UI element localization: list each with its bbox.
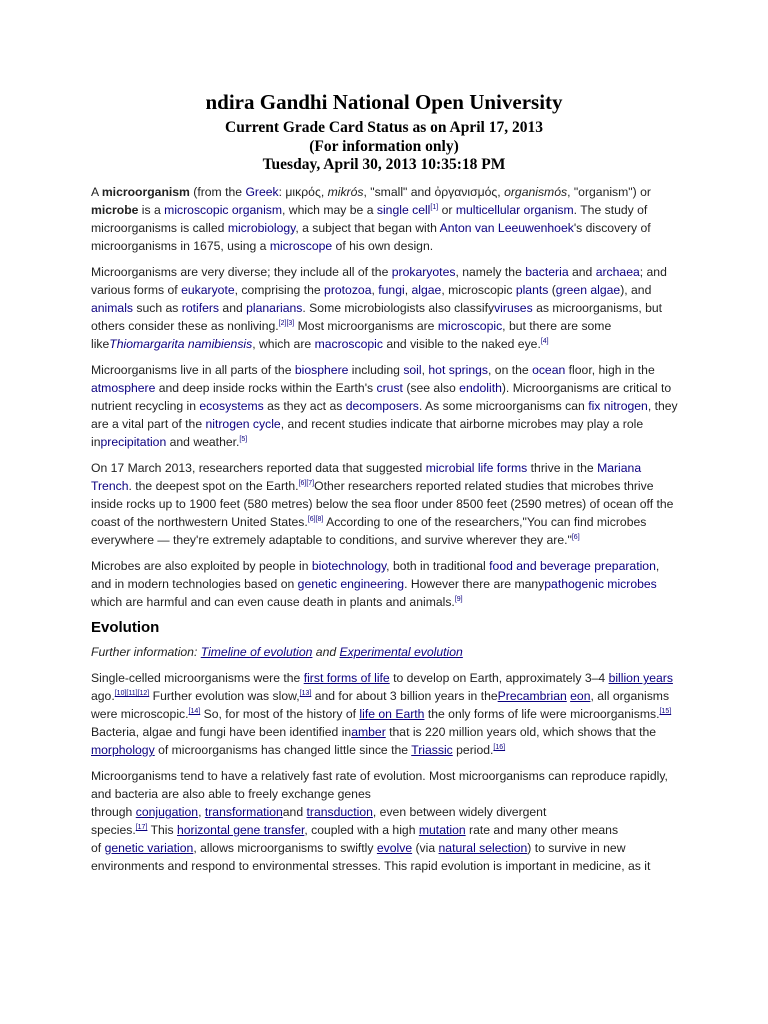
link-evolve[interactable]: evolve <box>376 841 413 855</box>
mariana-paragraph <box>91 459 681 549</box>
text: , coupled with a high <box>304 823 419 837</box>
link-prokaryotes[interactable]: prokaryotes <box>391 265 456 279</box>
text: , on the <box>488 363 533 377</box>
text: (see also <box>402 381 460 395</box>
link-transduction[interactable]: transduction <box>306 805 373 819</box>
text: Microorganisms live in all parts of the <box>91 363 295 377</box>
link-mariana-trench[interactable]: Mariana Trench <box>91 461 642 493</box>
citation-link[interactable]: [10][11][12] <box>114 690 150 697</box>
link-transformation[interactable]: transformation <box>204 805 283 819</box>
link-biotechnology[interactable]: biotechnology <box>311 559 387 573</box>
text: through <box>91 805 136 819</box>
text: . However there are many <box>404 577 545 591</box>
text: , <box>371 283 379 297</box>
link-billion-years[interactable]: billion years <box>608 671 673 685</box>
text: ; and various forms of <box>91 265 667 297</box>
link-genetic-engineering[interactable]: genetic engineering <box>297 577 405 591</box>
link-endolith[interactable]: endolith <box>459 381 502 395</box>
bold-term: microbe <box>91 203 139 217</box>
text: thrive in the <box>527 461 598 475</box>
citation-link[interactable]: [5] <box>239 436 248 443</box>
link-fungi[interactable]: fungi <box>378 283 405 297</box>
intro-paragraph <box>91 183 681 255</box>
article-body <box>91 183 681 883</box>
text: , they are a vital part of the <box>91 399 678 431</box>
text: and for about 3 billion years in the <box>311 689 498 703</box>
text: , both in traditional <box>386 559 490 573</box>
text: floor, high in the <box>565 363 655 377</box>
link-conjugation[interactable]: conjugation <box>135 805 199 819</box>
link-hot-springs[interactable]: hot springs <box>428 363 489 377</box>
link-precipitation[interactable]: precipitation <box>100 435 167 449</box>
text: , a subject that began with <box>295 221 440 235</box>
text: A <box>91 185 102 199</box>
text: to develop on Earth, approximately 3–4 <box>389 671 609 685</box>
text: , "organism") or <box>567 185 651 199</box>
datetime-line: Tuesday, April 30, 2013 10:35:18 PM <box>262 156 506 173</box>
link-green-algae[interactable]: green algae <box>555 283 621 297</box>
text: as microorganisms, but others consider these as nonliving. <box>91 301 663 333</box>
text: , but there are some like <box>91 319 612 351</box>
text: Microbes are also exploited by people in <box>91 559 312 573</box>
text: , "small" and ὀργανισμός, <box>363 185 505 199</box>
citation-link[interactable]: [14] <box>188 708 201 715</box>
link-single-cell[interactable]: single cell <box>376 203 431 217</box>
text: period. <box>452 743 494 757</box>
grade-card-status-line: Current Grade Card Status as on April 17, 2013 <box>225 119 543 136</box>
link-protozoa[interactable]: protozoa <box>324 283 372 297</box>
link-macroscopic[interactable]: macroscopic <box>314 337 383 351</box>
text: , <box>421 363 429 377</box>
citation-link[interactable]: [6][7] <box>298 480 315 487</box>
link-timeline-of-evolution[interactable]: Timeline of evolution <box>200 645 313 659</box>
text: Other researchers reported related studies that microbes thrive inside rocks up to 1900 feet (580 metres) below the sea floor under 8500 feet (2590 metres) of ocean off the coast of the northwestern United States. <box>91 479 674 529</box>
text: Microorganisms are very diverse; they include all of the <box>91 265 392 279</box>
link-life-on-earth[interactable]: life on Earth <box>359 707 425 721</box>
link-microscopic-organism[interactable]: microscopic organism <box>164 203 283 217</box>
text: and visible to the naked eye. <box>382 337 541 351</box>
text: Further evolution was slow, <box>149 689 300 703</box>
link-eukaryote[interactable]: eukaryote <box>181 283 235 297</box>
link-natural-selection[interactable]: natural selection <box>438 841 528 855</box>
link-bacteria[interactable]: bacteria <box>525 265 569 279</box>
text: as they act as <box>263 399 346 413</box>
habitat-paragraph <box>91 361 681 451</box>
text: Most microorganisms are <box>294 319 438 333</box>
link-archaea[interactable]: archaea <box>595 265 640 279</box>
text: including <box>348 363 404 377</box>
text: (via <box>412 841 439 855</box>
link-planarians[interactable]: planarians <box>246 301 303 315</box>
link-rotifers[interactable]: rotifers <box>181 301 220 315</box>
text: is a <box>138 203 165 217</box>
link-eon[interactable]: eon <box>570 689 591 703</box>
citation-link[interactable]: [4] <box>540 338 549 345</box>
link-microbiology[interactable]: microbiology <box>227 221 296 235</box>
link-nitrogen-cycle[interactable]: nitrogen cycle <box>205 417 281 431</box>
text: , microscopic <box>441 283 516 297</box>
link-greek[interactable]: Greek <box>245 185 279 199</box>
text: and <box>219 301 247 315</box>
text: or <box>438 203 456 217</box>
text: , and in modern technologies based on <box>91 559 660 591</box>
link-ocean[interactable]: ocean <box>532 363 566 377</box>
text: Further information: <box>91 645 201 659</box>
citation-link[interactable]: [6] <box>571 534 580 541</box>
text: . As some microorganisms can <box>418 399 589 413</box>
text: , namely the <box>455 265 526 279</box>
link-amber[interactable]: amber <box>351 725 386 739</box>
text: that is 220 million years old, which shows that the <box>385 725 657 739</box>
link-experimental-evolution[interactable]: Experimental evolution <box>339 645 463 659</box>
text: ( <box>548 283 556 297</box>
bold-term: microorganism <box>101 185 190 199</box>
citation-link[interactable]: [6][8] <box>307 516 324 523</box>
link-soil[interactable]: soil <box>403 363 422 377</box>
link-thiomargarita[interactable]: Thiomargarita namibiensis <box>109 337 253 351</box>
link-animals[interactable]: animals <box>91 301 133 315</box>
text: 's discovery of microorganisms in 1675, using a <box>91 221 651 253</box>
info-only-line: (For information only) <box>309 138 459 155</box>
further-information <box>91 643 681 661</box>
text: (from the <box>189 185 246 199</box>
link-algae[interactable]: algae <box>411 283 442 297</box>
text: ). Microorganisms are critical to nutrient recycling in <box>91 381 672 413</box>
text: and <box>282 805 307 819</box>
text: and <box>568 265 596 279</box>
text: According to one of the researchers,"You can find microbes everywhere — they're extremely adaptable to conditions, and survive wherever they are." <box>91 515 647 547</box>
link-ecosystems[interactable]: ecosystems <box>199 399 264 413</box>
text: , which are <box>252 337 315 351</box>
link-decomposers[interactable]: decomposers <box>345 399 419 413</box>
text: , all organisms were microscopic. <box>91 689 670 721</box>
text: and <box>312 645 340 659</box>
text: species. <box>91 823 136 837</box>
text: , even between widely divergent <box>372 805 547 819</box>
link-triassic[interactable]: Triassic <box>411 743 453 757</box>
text: On 17 March 2013, researchers reported data that suggested <box>91 461 426 475</box>
text: This <box>147 823 177 837</box>
citation-link[interactable]: [16] <box>493 744 506 751</box>
link-food-beverage[interactable]: food and beverage preparation <box>489 559 656 573</box>
link-first-forms-of-life[interactable]: first forms of life <box>303 671 390 685</box>
citation-link[interactable]: [17] <box>135 824 148 831</box>
text: and deep inside rocks within the Earth's <box>155 381 377 395</box>
text: : μικρός, <box>278 185 328 199</box>
text: . the deepest spot on the Earth. <box>128 479 299 493</box>
text: , which may be a <box>282 203 377 217</box>
text: of his own design. <box>332 239 434 253</box>
citation-link[interactable]: [13] <box>299 690 312 697</box>
diversity-paragraph <box>91 263 681 353</box>
link-leeuwenhoek[interactable]: Anton van Leeuwenhoek <box>439 221 574 235</box>
text: the only forms of life were microorganisms. <box>424 707 660 721</box>
evolution-paragraph-2 <box>91 767 681 875</box>
link-mutation[interactable]: mutation <box>418 823 466 837</box>
text: such as <box>133 301 182 315</box>
text: which are harmful and can even cause death in plants and animals. <box>91 595 455 609</box>
link-precambrian[interactable]: Precambrian <box>497 689 567 703</box>
link-morphology[interactable]: morphology <box>91 743 155 757</box>
text: . The study of microorganisms is called <box>91 203 648 235</box>
link-viruses[interactable]: viruses <box>494 301 533 315</box>
citation-link[interactable]: [1] <box>430 204 439 211</box>
text: of <box>91 841 105 855</box>
link-multicellular-organism[interactable]: multicellular organism <box>455 203 574 217</box>
biotech-paragraph <box>91 557 681 611</box>
link-atmosphere[interactable]: atmosphere <box>91 381 156 395</box>
link-pathogenic-microbes[interactable]: pathogenic microbes <box>544 577 657 591</box>
text: and weather. <box>166 435 240 449</box>
text: Bacteria, algae and fungi have been identified in <box>91 725 352 739</box>
link-microscope[interactable]: microscope <box>269 239 333 253</box>
text: of microorganisms has changed little since the <box>154 743 412 757</box>
text: rate and many other means <box>465 823 619 837</box>
page-title: ndira Gandhi National Open University <box>205 90 563 114</box>
text: ) to survive in new environments and respond to environmental stresses. This rapid evolution is important in medicine, as it <box>91 841 651 873</box>
link-microscopic[interactable]: microscopic <box>437 319 503 333</box>
text: Microorganisms tend to have a relatively fast rate of evolution. Most microorganisms can reproduce rapidly, and bacteria are also able to freely exchange genes <box>91 769 668 801</box>
link-horizontal-gene-transfer[interactable]: horizontal gene transfer <box>176 823 305 837</box>
text: Single-celled microorganisms were the <box>91 671 304 685</box>
text: , <box>404 283 412 297</box>
italic-term: organismós <box>504 185 568 199</box>
citation-link[interactable]: [9] <box>454 596 463 603</box>
text: , allows microorganisms to swiftly <box>193 841 377 855</box>
text: , comprising the <box>234 283 325 297</box>
citation-link[interactable]: [15] <box>659 708 672 715</box>
text: ), and <box>620 283 652 297</box>
evolution-paragraph-1 <box>91 669 681 759</box>
link-genetic-variation[interactable]: genetic variation <box>104 841 194 855</box>
text: , and recent studies indicate that airborne microbes may play a role in <box>91 417 644 449</box>
link-microbial-life-forms[interactable]: microbial life forms <box>425 461 528 475</box>
citation-link[interactable]: [2][3] <box>278 320 295 327</box>
text: . Some microbiologists also classify <box>302 301 495 315</box>
link-fix-nitrogen[interactable]: fix nitrogen <box>588 399 648 413</box>
text: , <box>198 805 205 819</box>
text: ago. <box>91 689 115 703</box>
link-plants[interactable]: plants <box>515 283 549 297</box>
text: So, for most of the history of <box>200 707 360 721</box>
link-biosphere[interactable]: biosphere <box>294 363 349 377</box>
section-heading-evolution: Evolution <box>91 619 160 636</box>
link-crust[interactable]: crust <box>376 381 403 395</box>
italic-term: mikrós <box>327 185 364 199</box>
